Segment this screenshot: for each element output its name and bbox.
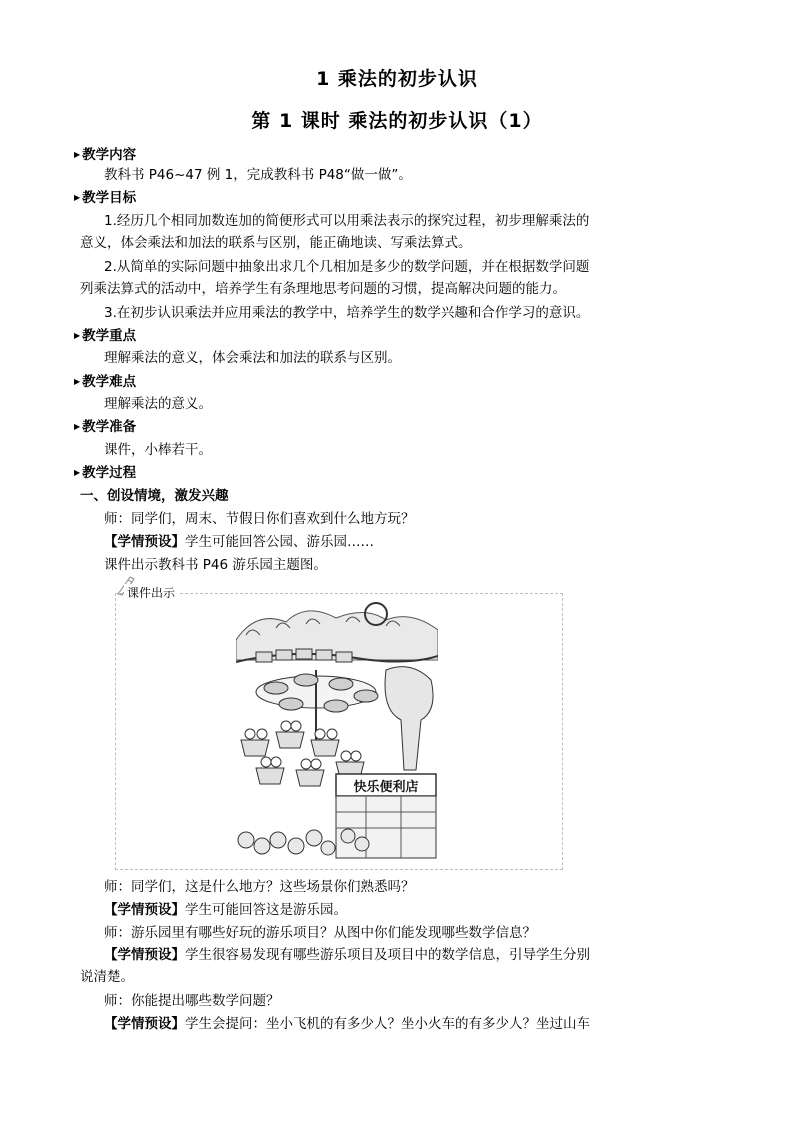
preparation-text: 课件，小棒若干。 [104,442,212,458]
prediction-line-3: 【学情预设】学生很容易发现有哪些游乐项目及项目中的数学信息，引导学生分别 [104,947,590,963]
section-heading-content: ▶ 教学内容 [74,147,137,163]
shop-sign: 快乐便利店 [353,780,419,795]
figure-label: 课件出示 [124,584,178,601]
triangle-bullet-icon: ▶ [74,193,81,202]
goal-1-line-2: 意义，体会乘法和加法的联系与区别，能正确地读、写乘法算式。 [80,235,472,251]
key-text: 理解乘法的意义，体会乘法和加法的联系与区别。 [104,350,401,366]
goal-2-line-2: 列乘法算式的活动中，培养学生有条理地思考问题的习惯，提高解决问题的能力。 [80,281,566,297]
prediction-line-3-cont: 说清楚。 [80,969,134,985]
section-heading-difficulty: ▶ 教学难点 [74,374,137,390]
section-heading-process: ▶ 教学过程 [74,465,137,481]
goal-3: 3.在初步认识乘法并应用乘法的教学中，培养学生的数学兴趣和合作学习的意识。 [104,305,590,321]
page-title: 1 乘法的初步认识 [316,68,478,90]
goal-2-line-1: 2.从简单的实际问题中抽象出求几个几相加是多少的数学问题，并在根据数学问题 [104,259,590,275]
show-line: 课件出示教科书 P46 游乐园主题图。 [104,557,327,573]
prediction-line-2: 【学情预设】学生可能回答这是游乐园。 [104,902,347,918]
section-heading-goals: ▶ 教学目标 [74,190,137,206]
content-text: 教科书 P46~47 例 1，完成教科书 P48“做一做”。 [104,167,412,183]
section-heading-preparation: ▶ 教学准备 [74,419,137,435]
section-heading-key: ▶ 教学重点 [74,328,137,344]
part-1-heading: 一、创设情境，激发兴趣 [80,488,229,504]
difficulty-text: 理解乘法的意义。 [104,396,212,412]
lesson-subtitle: 第 1 课时 乘法的初步认识（1） [251,110,543,132]
teacher-line-3: 师：游乐园里有哪些好玩的游乐项目？从图中你们能发现哪些数学信息？ [104,925,536,941]
teacher-line-1: 师：同学们，周末、节假日你们喜欢到什么地方玩？ [104,511,415,527]
teacher-line-2: 师：同学们，这是什么地方？这些场景你们熟悉吗？ [104,879,415,895]
triangle-bullet-icon: ▶ [74,468,81,477]
triangle-bullet-icon: ▶ [74,150,81,159]
goal-1-line-1: 1.经历几个相同加数连加的简便形式可以用乘法表示的探究过程，初步理解乘法的 [104,213,590,229]
triangle-bullet-icon: ▶ [74,377,81,386]
triangle-bullet-icon: ▶ [74,422,81,431]
amusement-park-illustration [236,600,438,860]
prediction-line-1: 【学情预设】学生可能回答公园、游乐园…… [104,534,374,550]
teacher-line-4: 师：你能提出哪些数学问题？ [104,993,280,1009]
prediction-line-4: 【学情预设】学生会提问：坐小飞机的有多少人？坐小火车的有多少人？坐过山车 [104,1016,590,1032]
triangle-bullet-icon: ▶ [74,331,81,340]
